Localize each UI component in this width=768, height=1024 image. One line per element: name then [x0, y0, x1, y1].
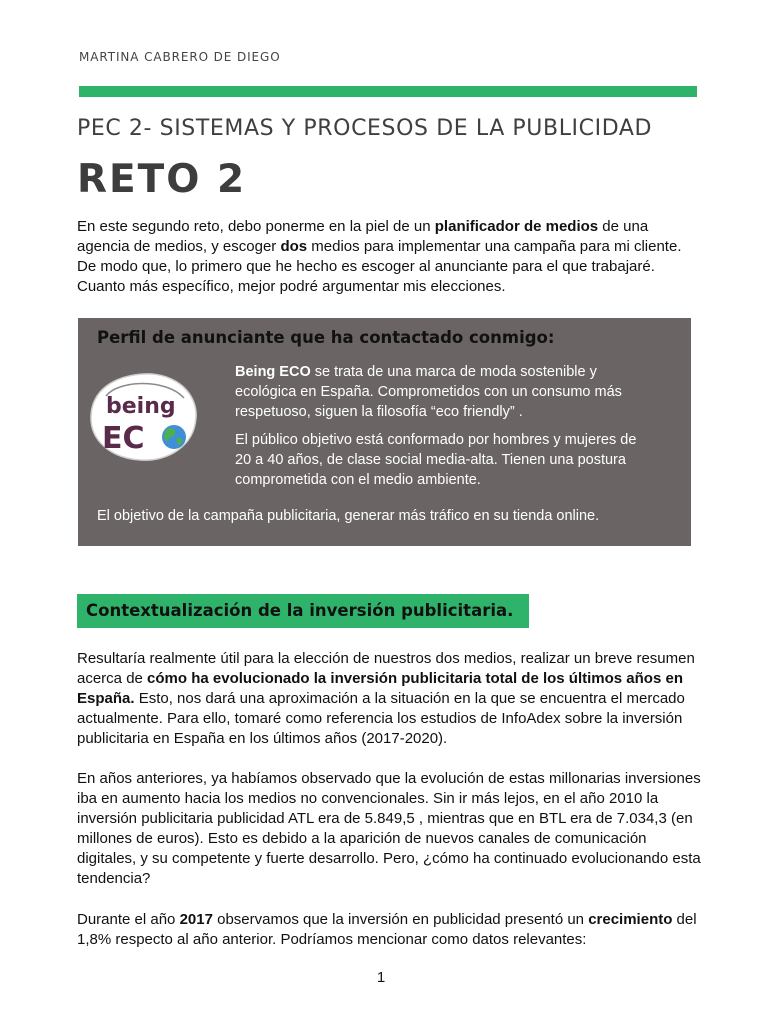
profile-description: Being ECO se trata de una marca de moda sostenible y ecológica en España. Comprometidos con un consumo más respetuoso, siguen la filosofía “eco friendly” . [235, 364, 622, 420]
paragraph-2017: Durante el año 2017 observamos que la inversión en publicidad presentó un crecimiento del 1,8% respecto al año anterior. Podríamos mencionar como datos relevantes: [77, 911, 697, 948]
course-subject: PEC 2- SISTEMAS Y PROCESOS DE LA PUBLICIDAD [77, 116, 653, 141]
header-divider [79, 86, 697, 97]
svg-text:EC: EC [102, 421, 145, 456]
campaign-goal: El objetivo de la campaña publicitaria, generar más tráfico en su tienda online. [97, 508, 600, 524]
page-title: RETO 2 [77, 157, 247, 202]
section-heading-bar [77, 594, 529, 628]
being-eco-logo [84, 368, 202, 466]
profile-title: Perfil de anunciante que ha contactado conmigo: [97, 328, 555, 347]
svg-text:being: being [106, 394, 176, 419]
advertiser-profile-box [78, 318, 691, 546]
page-number: 1 [376, 969, 386, 986]
paragraph-previous-years: En años anteriores, ya habíamos observado que la evolución de estas millonarias inversiones iba en aumento hacia los medios no convencionales. Sin ir más lejos, en el año 2010 la inversión publicitaria publicidad ATL era de 5.849,5 , mientras que en BTL era de 7.034,3 (en millones de euros). Esto es debido a la aparición de nuevos canales de comunicación digitales, y su competente y fuerte desarrollo. Pero, ¿cómo ha continuado evolucionando esta tendencia? [77, 770, 701, 887]
profile-target-audience: El público objetivo está conformado por hombres y mujeres de 20 a 40 años, de clase social media-alta. Tienen una postura comprometida con el medio ambiente. [235, 432, 637, 488]
section-title: Contextualización de la inversión publicitaria. [86, 601, 514, 620]
paragraph-investment-summary: Resultaría realmente útil para la elección de nuestros dos medios, realizar un breve resumen acerca de cómo ha evolucionado la inversión publicitaria total de los últimos años en España. Esto, nos dará una aproximación a la situación en la que se encuentra el mercado actualmente. Para ello, tomaré como referencia los estudios de InfoAdex sobre la inversión publicitaria en España en los últimos años (2017-2020). [77, 650, 695, 747]
author-name: MARTINA CABRERO DE DIEGO [79, 50, 281, 64]
intro-paragraph: En este segundo reto, debo ponerme en la piel de un planificador de medios de una agencia de medios, y escoger dos medios para implementar una campaña para mi cliente. De modo que, lo primero que he hecho es escoger al anunciante para el que trabajaré. Cuanto más específico, mejor podré argumentar mis elecciones. [77, 218, 682, 295]
